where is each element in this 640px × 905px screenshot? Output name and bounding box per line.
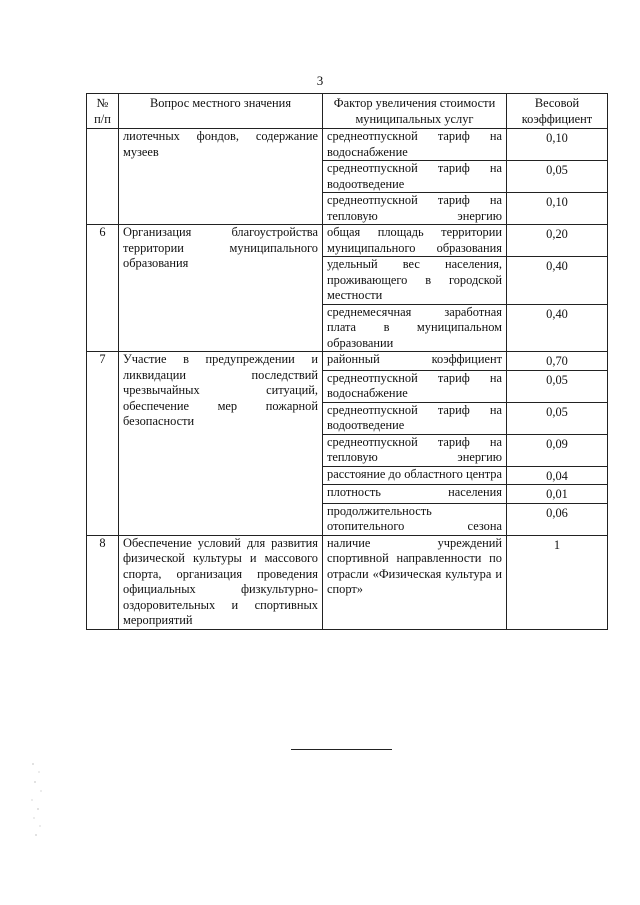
factor-cell: общая площадь территории муниципального образования: [323, 225, 507, 257]
coefficient-cell: 0,01: [507, 485, 608, 504]
question-cell: Участие в предупреждении и ликвидации последствий чрезвычайных ситуаций, обеспечение мер пожарной безопасности: [119, 352, 323, 536]
factor-cell: среднеотпускной тариф на водоотведение: [323, 402, 507, 434]
table-row: [87, 225, 608, 257]
factor-cell: продолжительность отопительного сезона: [323, 503, 507, 535]
table-group: [87, 535, 608, 629]
factor-cell: среднеотпускной тариф на тепловую энергию: [323, 193, 507, 225]
table-group: [87, 129, 608, 225]
table-group: [87, 352, 608, 536]
coefficient-cell: 0,20: [507, 225, 608, 257]
table-row: [87, 352, 608, 371]
header-question: Вопрос местного значения: [119, 94, 323, 129]
question-cell: Обеспечение условий для развития физической культуры и массового спорта, организация проведения официальных физкультурно-оздоровительных и спортивных мероприятий: [119, 535, 323, 629]
question-cell: лиотечных фондов, содержание музеев: [119, 129, 323, 225]
coefficient-cell: 0,05: [507, 370, 608, 402]
row-number: 7: [87, 352, 119, 536]
table-row: [87, 535, 608, 629]
end-separator-line: [291, 749, 392, 750]
row-number: [87, 129, 119, 225]
coefficient-cell: 0,40: [507, 304, 608, 352]
header-factor: Фактор увеличения стоимости муниципальных услуг: [323, 94, 507, 129]
table-group: [87, 225, 608, 352]
factor-cell: удельный вес населения, проживающего в городской местности: [323, 257, 507, 305]
factor-cell: расстояние до областного центра: [323, 466, 507, 485]
factor-cell: среднеотпускной тариф на водоотведение: [323, 161, 507, 193]
factor-cell: районный коэффициент: [323, 352, 507, 371]
coefficient-cell: 0,04: [507, 466, 608, 485]
scan-noise-dots: [30, 760, 44, 840]
question-cell: Организация благоустройства территории муниципального образования: [119, 225, 323, 352]
row-number: 8: [87, 535, 119, 629]
coefficient-cell: 1: [507, 535, 608, 629]
coefficient-cell: 0,05: [507, 402, 608, 434]
coefficient-cell: 0,05: [507, 161, 608, 193]
factor-cell: среднеотпускной тариф на водоснабжение: [323, 370, 507, 402]
coefficient-cell: 0,09: [507, 434, 608, 466]
factor-cell: среднеотпускной тариф на тепловую энергию: [323, 434, 507, 466]
header-coefficient: Весовой коэффициент: [507, 94, 608, 129]
coefficient-table: [86, 93, 608, 630]
factor-cell: среднемесячная заработная плата в муниципальном образовании: [323, 304, 507, 352]
coefficient-cell: 0,10: [507, 129, 608, 161]
factor-cell: среднеотпускной тариф на водоснабжение: [323, 129, 507, 161]
factor-cell: наличие учреждений спортивной направленности по отрасли «Физическая культура и спорт»: [323, 535, 507, 629]
factor-cell: плотность населения: [323, 485, 507, 504]
coefficient-cell: 0,40: [507, 257, 608, 305]
header-num: № п/п: [87, 94, 119, 129]
row-number: 6: [87, 225, 119, 352]
table-header-row: [87, 94, 608, 129]
table-row: [87, 129, 608, 161]
coefficient-cell: 0,10: [507, 193, 608, 225]
coefficient-cell: 0,70: [507, 352, 608, 371]
coefficient-cell: 0,06: [507, 503, 608, 535]
page-number: 3: [316, 73, 324, 88]
